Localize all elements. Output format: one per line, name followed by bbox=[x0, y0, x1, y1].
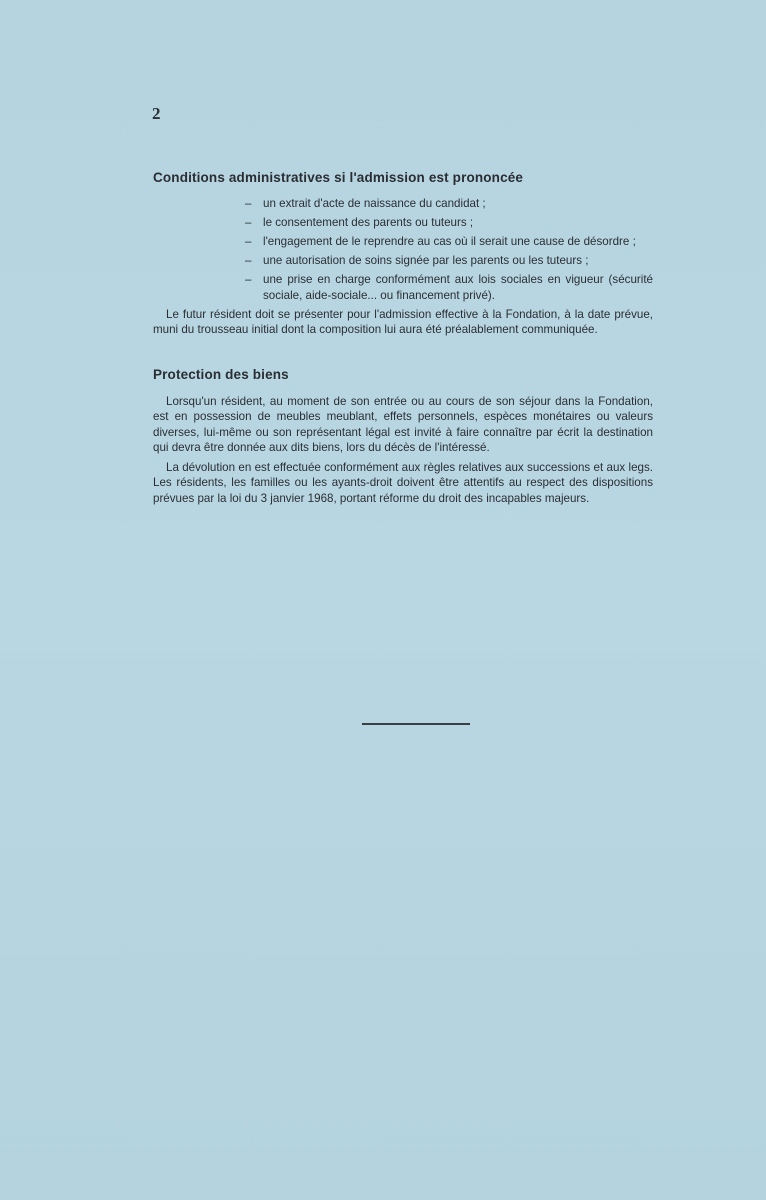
list-item-text: le consentement des parents ou tuteurs ; bbox=[263, 216, 474, 229]
list-item-text: une prise en charge conformément aux lois sociales en vigueur (sécurité sociale, aide-sociale... ou financement privé). bbox=[263, 273, 653, 302]
dash-marker: – bbox=[245, 197, 252, 210]
list-item bbox=[245, 234, 653, 250]
list-item bbox=[245, 253, 653, 269]
list-item-text: une autorisation de soins signée par les parents ou les tuteurs ; bbox=[263, 254, 589, 267]
protection-paragraph-1: Lorsqu'un résident, au moment de son entrée ou au cours de son séjour dans la Fondation, est en possession de meubles meublant, effets personnels, espèces monétaires ou valeurs diverses, lui-même ou son représentant légal est invité à faire connaître par écrit la destination qui devra être donnée aux dits biens, lors du décès de l'intéressé. bbox=[153, 394, 653, 454]
horizontal-rule bbox=[362, 723, 470, 725]
admission-paragraph: Le futur résident doit se présenter pour l'admission effective à la Fondation, à la date prévue, muni du trousseau initial dont la composition lui aura été préalablement communiquée. bbox=[153, 307, 653, 336]
conditions-list bbox=[153, 196, 653, 303]
section-heading-protection: Protection des biens bbox=[153, 366, 289, 382]
dash-marker: – bbox=[245, 254, 252, 267]
list-item bbox=[245, 196, 653, 212]
dash-marker: – bbox=[245, 235, 252, 248]
page-number: 2 bbox=[152, 104, 161, 123]
list-item-text: l'engagement de le reprendre au cas où il serait une cause de désordre ; bbox=[263, 235, 636, 248]
section-heading-conditions: Conditions administratives si l'admission est prononcée bbox=[153, 170, 524, 185]
list-item bbox=[245, 215, 653, 231]
list-item-text: un extrait d'acte de naissance du candidat ; bbox=[263, 197, 486, 210]
protection-paragraph-2: La dévolution en est effectuée conformément aux règles relatives aux successions et aux legs. Les résidents, les familles ou les ayants-droit doivent être attentifs au respect des dispositions prévues par la loi du 3 janvier 1968, portant réforme du droit des incapables majeurs. bbox=[153, 460, 653, 505]
dash-marker: – bbox=[245, 216, 252, 229]
list-item bbox=[245, 272, 653, 303]
document-body bbox=[153, 170, 653, 506]
dash-marker: – bbox=[245, 273, 252, 286]
